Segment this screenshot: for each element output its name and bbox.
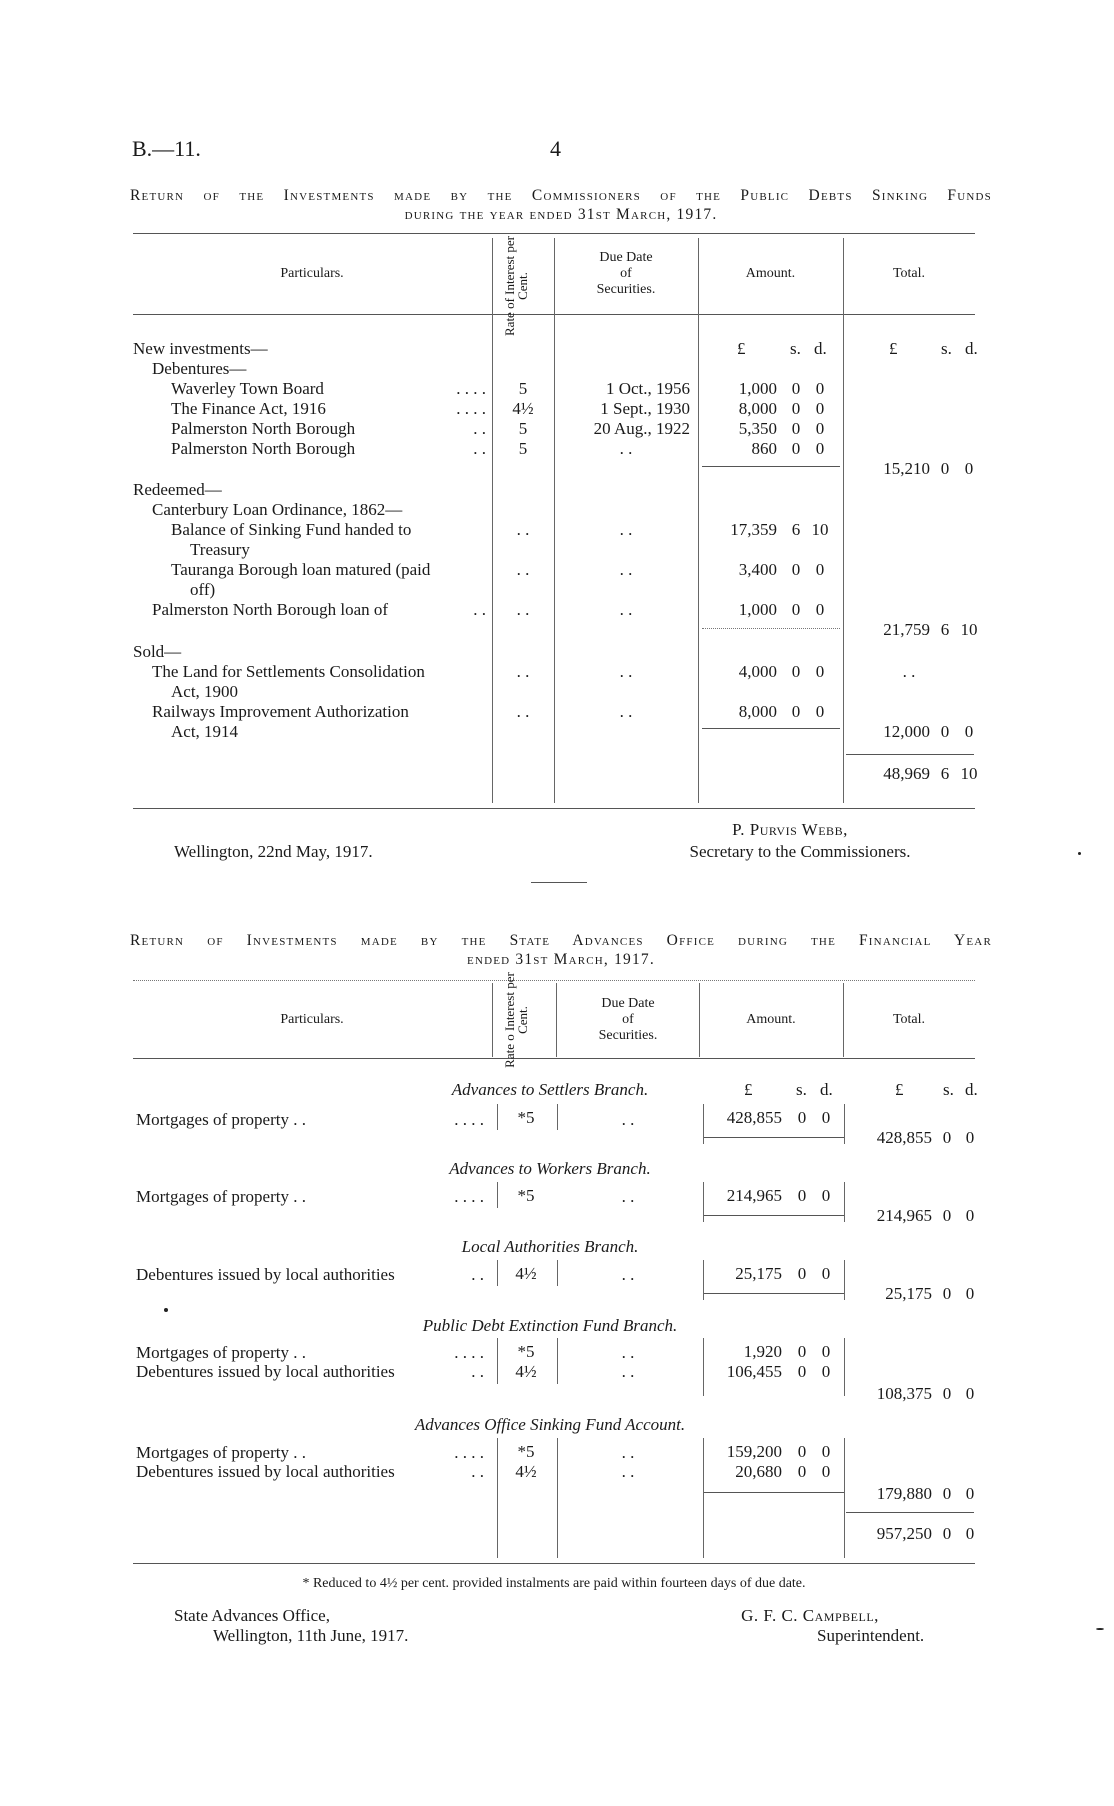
table1-row-due: . . xyxy=(619,439,633,458)
section-sold: Sold— xyxy=(133,642,182,661)
table1-row-d: 0 xyxy=(815,399,825,418)
table2-row-rate: 4½ xyxy=(515,1462,537,1481)
table2-col-divider xyxy=(844,1182,845,1222)
branch-heading: Advances Office Sinking Fund Account. xyxy=(414,1415,686,1434)
table2-branch-total-amount: 25,175 xyxy=(885,1284,932,1303)
table2-branch-total-amount: 428,855 xyxy=(876,1128,932,1147)
table1-grand-total-s: 6 xyxy=(940,764,950,783)
subtotal-rule xyxy=(704,1492,844,1493)
table1-total-amount: . . xyxy=(902,662,916,681)
table2-row-s: 0 xyxy=(797,1264,807,1283)
table2-row-dots: . . . . xyxy=(454,1187,484,1206)
table1-row-due: . . xyxy=(619,520,633,539)
table1-header-particulars: Particulars. xyxy=(280,266,344,281)
table2-row-dots: . . xyxy=(471,1265,484,1284)
table2-row-rate: *5 xyxy=(517,1442,535,1461)
table1-header-due-l2: of xyxy=(620,266,632,281)
footnote: * Reduced to 4½ per cent. provided instalments are paid within fourteen days of due date. xyxy=(302,1576,806,1591)
table1-header-due-l3: Securities. xyxy=(596,282,656,297)
table2-col-divider xyxy=(497,1260,498,1286)
table2-total-unit-s: s. xyxy=(943,1080,954,1099)
table1-total-d: 10 xyxy=(960,620,978,639)
table2-col-divider xyxy=(497,1182,498,1208)
table2-row-dots: . . . . xyxy=(454,1110,484,1129)
table1-row-s: 0 xyxy=(791,702,801,721)
table2-col-divider xyxy=(703,1182,704,1222)
table2-header-due-l2: of xyxy=(622,1012,634,1027)
table1-total-amount: 21,759 xyxy=(883,620,930,639)
table1-row-due: . . xyxy=(619,662,633,681)
table1-row-amount: 1,000 xyxy=(738,600,777,619)
table2-place-date: Wellington, 11th June, 1917. xyxy=(213,1626,409,1645)
table1-total-d: 0 xyxy=(964,722,974,741)
branch-heading: Local Authorities Branch. xyxy=(461,1237,639,1256)
table2-branch-total-d: 0 xyxy=(965,1384,975,1403)
table1-total-unit-s: s. xyxy=(941,339,952,358)
table1-row-rate: . . xyxy=(516,702,530,721)
table2-col-divider xyxy=(844,1438,845,1558)
table1-title-line1: Return of the Investments made by the Commissioners of the Public Debts Sinking Funds xyxy=(130,187,992,204)
table2-row-rate: *5 xyxy=(517,1108,535,1127)
table2-row-label: Debentures issued by local authorities xyxy=(136,1362,395,1381)
table2-row-dots: . . . . xyxy=(454,1343,484,1362)
scan-speck xyxy=(1078,852,1081,855)
table1-place-date: Wellington, 22nd May, 1917. xyxy=(174,842,373,861)
table1-total-unit-d: d. xyxy=(965,339,978,358)
table2-row-label: Debentures issued by local authorities xyxy=(136,1265,395,1284)
table1-top-rule xyxy=(133,233,975,234)
table1-unit-s: s. xyxy=(790,339,801,358)
table1-header-total: Total. xyxy=(892,266,926,281)
subtotal-rule xyxy=(702,628,840,629)
section-separator xyxy=(531,882,587,883)
table1-row-particulars: The Land for Settlements Consolidation xyxy=(152,662,425,681)
table1-row-dots: . . xyxy=(473,439,486,458)
table2-row-s: 0 xyxy=(797,1342,807,1361)
table2-branch-total-s: 0 xyxy=(942,1206,952,1225)
table2-row-d: 0 xyxy=(821,1462,831,1481)
section-new-investments: New investments— xyxy=(133,339,268,358)
table1-row-d: 10 xyxy=(811,520,829,539)
table2-row-s: 0 xyxy=(797,1442,807,1461)
table2-row-due: . . xyxy=(621,1187,635,1206)
table1-header-due xyxy=(555,250,697,298)
table2-row-dots: . . xyxy=(471,1362,484,1381)
table1-row-dots: . . . . xyxy=(456,379,486,398)
table2-header-total: Total. xyxy=(892,1012,926,1027)
table1-row-due: . . xyxy=(619,600,633,619)
table2-row-dots: . . . . xyxy=(454,1443,484,1462)
table1-title-line2: during the year ended 31st March, 1917. xyxy=(404,206,718,223)
table2-row-label: Mortgages of property . . xyxy=(136,1110,306,1129)
branch-heading: Advances to Settlers Branch. xyxy=(451,1080,649,1099)
table1-row-particulars: Railways Improvement Authorization xyxy=(152,702,409,721)
table2-col-divider xyxy=(844,1338,845,1396)
table2-row-d: 0 xyxy=(821,1186,831,1205)
table1-total-amount: 12,000 xyxy=(883,722,930,741)
table1-row-particulars: Tauranga Borough loan matured (paid xyxy=(171,560,431,579)
table2-col-divider xyxy=(497,1104,498,1130)
table2-row-amount: 106,455 xyxy=(726,1362,782,1381)
table2-col-divider xyxy=(497,1338,498,1384)
table1-total-unit-pound: £ xyxy=(889,339,898,358)
table1-col-divider xyxy=(843,238,844,803)
table1-header-amount: Amount. xyxy=(745,266,796,281)
table2-header-due-l1: Due Date xyxy=(601,996,655,1011)
table1-row-s: 6 xyxy=(791,520,801,539)
table2-title-line2: ended 31st March, 1917. xyxy=(467,951,655,968)
table2-row-due: . . xyxy=(621,1343,635,1362)
table2-title-line1: Return of Investments made by the State Advances Office during the Financial Year xyxy=(130,932,992,949)
table2-unit-d: d. xyxy=(820,1080,833,1099)
scan-speck xyxy=(164,1308,168,1312)
table1-row-particulars: Palmerston North Borough loan of xyxy=(152,600,389,619)
branch-heading: Public Debt Extinction Fund Branch. xyxy=(422,1316,678,1335)
table2-col-divider xyxy=(844,1260,845,1300)
table2-branch-total-d: 0 xyxy=(965,1284,975,1303)
table2-row-due: . . xyxy=(621,1362,635,1381)
table2-row-amount: 428,855 xyxy=(726,1108,782,1127)
table1-header-rate: Rate of Interest per Cent. xyxy=(502,236,530,336)
table1-row-amount: 860 xyxy=(751,439,777,458)
table2-unit-pound: £ xyxy=(744,1080,753,1099)
table2-row-label: Mortgages of property . . xyxy=(136,1443,306,1462)
subtotal-rule xyxy=(702,466,840,467)
table1-row-rate: . . xyxy=(516,600,530,619)
table1-grand-total-amount: 48,969 xyxy=(883,764,930,783)
table1-row-particulars: The Finance Act, 1916 xyxy=(171,399,326,418)
table2-row-d: 0 xyxy=(821,1264,831,1283)
subtotal-rule xyxy=(704,1293,844,1294)
table1-row-particulars-cont: Treasury xyxy=(190,540,250,559)
table2-header-amount: Amount. xyxy=(746,1012,796,1027)
table2-row-s: 0 xyxy=(797,1462,807,1481)
table2-top-rule xyxy=(133,980,975,981)
table2-col-divider xyxy=(703,1438,704,1558)
branch-heading: Advances to Workers Branch. xyxy=(449,1159,651,1178)
table2-header-due xyxy=(557,996,699,1044)
table2-branch-total-amount: 179,880 xyxy=(876,1484,932,1503)
table1-row-due: 1 Sept., 1930 xyxy=(600,399,690,418)
table1-row-due: . . xyxy=(619,560,633,579)
table2-col-divider xyxy=(492,983,493,1057)
table2-row-d: 0 xyxy=(821,1442,831,1461)
table2-grand-total-s: 0 xyxy=(942,1524,952,1543)
table2-signature-title: Superintendent. xyxy=(817,1626,925,1645)
table2-row-s: 0 xyxy=(797,1362,807,1381)
table2-header-rate: Rate o Interest per Cent. xyxy=(502,972,530,1068)
subtotal-rule xyxy=(704,1137,844,1138)
table1-signature-name: P. Purvis Webb, xyxy=(732,820,848,839)
table1-row-particulars: Balance of Sinking Fund handed to xyxy=(171,520,412,539)
table2-title xyxy=(130,931,992,969)
table1-row-particulars-cont: Act, 1914 xyxy=(171,722,239,741)
table1-row-due: . . xyxy=(619,702,633,721)
table2-col-divider xyxy=(557,1338,558,1384)
table1-row-s: 0 xyxy=(791,379,801,398)
table1-row-rate: 5 xyxy=(518,379,528,398)
table2-row-amount: 25,175 xyxy=(735,1264,782,1283)
table2-row-d: 0 xyxy=(821,1108,831,1127)
table1-signature-title: Secretary to the Commissioners. xyxy=(689,842,911,861)
table2-branch-total-s: 0 xyxy=(942,1484,952,1503)
table1-row-dots: . . xyxy=(473,419,486,438)
table2-row-label: Mortgages of property . . xyxy=(136,1343,306,1362)
table1-row-dots: . . xyxy=(473,600,486,619)
table1-row-s: 0 xyxy=(791,439,801,458)
table1-row-particulars: Waverley Town Board xyxy=(171,379,324,398)
table1-row-d: 0 xyxy=(815,560,825,579)
grand-total-rule xyxy=(846,754,974,755)
table2-branch-total-d: 0 xyxy=(965,1128,975,1147)
table2-grand-total-d: 0 xyxy=(965,1524,975,1543)
table2-row-label: Debentures issued by local authorities xyxy=(136,1462,395,1481)
subtotal-rule xyxy=(702,728,840,729)
table2-col-divider xyxy=(557,1260,558,1286)
table1-row-amount: 3,400 xyxy=(738,560,777,579)
table1-row-rate: . . xyxy=(516,560,530,579)
table1-row-rate: 5 xyxy=(518,439,528,458)
table1-row-due: 20 Aug., 1922 xyxy=(593,419,690,438)
table2-header-rule xyxy=(133,1058,975,1059)
table2-col-divider xyxy=(703,1338,704,1396)
table1-row-amount: 1,000 xyxy=(738,379,777,398)
table1-row-amount: 8,000 xyxy=(738,702,777,721)
table2-row-rate: 4½ xyxy=(515,1264,537,1283)
table2-branch-total-d: 0 xyxy=(965,1484,975,1503)
table1-row-s: 0 xyxy=(791,560,801,579)
table2-branch-total-d: 0 xyxy=(965,1206,975,1225)
table1-row-amount: 4,000 xyxy=(738,662,777,681)
subtotal-rule xyxy=(704,1215,844,1216)
table1-row-particulars-cont: off) xyxy=(190,580,216,599)
table2-branch-total-amount: 214,965 xyxy=(876,1206,932,1225)
table2-row-dots: . . xyxy=(471,1462,484,1481)
table2-row-amount: 214,965 xyxy=(726,1186,782,1205)
table2-bottom-rule xyxy=(133,1563,975,1564)
section-redeemed: Redeemed— xyxy=(133,480,222,499)
table2-row-label: Mortgages of property . . xyxy=(136,1187,306,1206)
table2-col-divider xyxy=(703,1260,704,1300)
table1-total-s: 0 xyxy=(940,459,950,478)
table1-total-s: 6 xyxy=(940,620,950,639)
table2-office: State Advances Office, xyxy=(174,1606,330,1625)
table2-row-rate: *5 xyxy=(517,1342,535,1361)
table2-col-divider xyxy=(703,1104,704,1144)
table1-row-rate: . . xyxy=(516,520,530,539)
table2-row-rate: 4½ xyxy=(515,1362,537,1381)
table1-row-d: 0 xyxy=(815,439,825,458)
table2-branch-total-amount: 108,375 xyxy=(876,1384,932,1403)
table1-row-s: 0 xyxy=(791,662,801,681)
table2-row-due: . . xyxy=(621,1265,635,1284)
table1-row-s: 0 xyxy=(791,600,801,619)
table1-unit-d: d. xyxy=(814,339,827,358)
scan-speck xyxy=(1096,1628,1104,1630)
table1-row-d: 0 xyxy=(815,379,825,398)
table1-row-dots: . . . . xyxy=(456,399,486,418)
table1-unit-pound: £ xyxy=(737,339,746,358)
table2-grand-total-amount: 957,250 xyxy=(876,1524,932,1543)
table2-row-rate: *5 xyxy=(517,1186,535,1205)
table1-row-d: 0 xyxy=(815,702,825,721)
table1-row-rate: 4½ xyxy=(512,399,534,418)
table1-total-d: 0 xyxy=(964,459,974,478)
table1-header-due-l1: Due Date xyxy=(599,250,653,265)
table2-row-amount: 159,200 xyxy=(726,1442,782,1461)
table2-signature-name: G. F. C. Campbell, xyxy=(741,1606,879,1625)
parliamentary-paper-ref: B.—11. xyxy=(132,136,201,161)
table2-total-unit-pound: £ xyxy=(895,1080,904,1099)
table2-col-divider xyxy=(557,1104,558,1130)
table2-row-d: 0 xyxy=(821,1342,831,1361)
section-canterbury: Canterbury Loan Ordinance, 1862— xyxy=(152,500,403,519)
table2-col-divider xyxy=(844,1104,845,1144)
table1-row-d: 0 xyxy=(815,419,825,438)
table1-row-due: 1 Oct., 1956 xyxy=(605,379,690,398)
table1-row-amount: 17,359 xyxy=(730,520,777,539)
table2-row-due: . . xyxy=(621,1110,635,1129)
table2-row-s: 0 xyxy=(797,1108,807,1127)
table2-branch-total-s: 0 xyxy=(942,1384,952,1403)
table2-row-amount: 20,680 xyxy=(735,1462,782,1481)
table2-header-particulars: Particulars. xyxy=(280,1012,344,1027)
table2-row-due: . . xyxy=(621,1462,635,1481)
table1-row-particulars-cont: Act, 1900 xyxy=(171,682,239,701)
grand-total-rule xyxy=(846,1512,974,1513)
table1-title xyxy=(130,186,992,224)
table1-grand-total-d: 10 xyxy=(960,764,978,783)
table1-row-d: 0 xyxy=(815,662,825,681)
table2-row-due: . . xyxy=(621,1443,635,1462)
table2-row-amount: 1,920 xyxy=(743,1342,782,1361)
table2-branch-total-s: 0 xyxy=(942,1284,952,1303)
table1-row-rate: 5 xyxy=(518,419,528,438)
table1-row-s: 0 xyxy=(791,419,801,438)
table1-total-s: 0 xyxy=(940,722,950,741)
table2-row-d: 0 xyxy=(821,1362,831,1381)
table2-header-due-l3: Securities. xyxy=(598,1028,658,1043)
table2-row-s: 0 xyxy=(797,1186,807,1205)
table2-branch-total-s: 0 xyxy=(942,1128,952,1147)
table1-row-s: 0 xyxy=(791,399,801,418)
table1-row-particulars: Palmerston North Borough xyxy=(171,439,356,458)
table2-total-unit-d: d. xyxy=(965,1080,978,1099)
table2-col-divider xyxy=(557,1438,558,1558)
table1-bottom-rule xyxy=(133,808,975,809)
table1-row-rate: . . xyxy=(516,662,530,681)
page-number: 4 xyxy=(550,136,561,161)
section-debentures: Debentures— xyxy=(152,359,247,378)
table1-row-d: 0 xyxy=(815,600,825,619)
table2-col-divider xyxy=(497,1438,498,1558)
table2-unit-s: s. xyxy=(796,1080,807,1099)
table1-row-amount: 8,000 xyxy=(738,399,777,418)
table1-total-amount: 15,210 xyxy=(883,459,930,478)
table1-row-particulars: Palmerston North Borough xyxy=(171,419,356,438)
table1-row-amount: 5,350 xyxy=(738,419,777,438)
